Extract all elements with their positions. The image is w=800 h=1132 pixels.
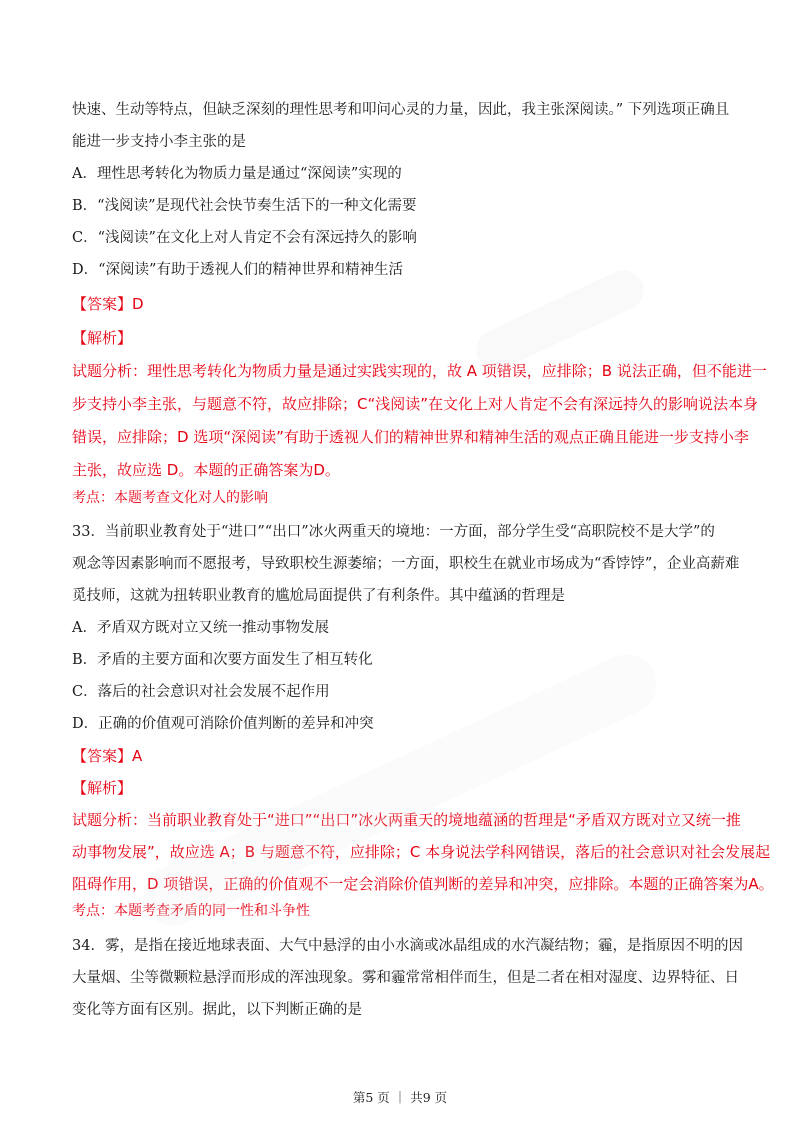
q32-option-d: D．“深阅读”有助于透视人们的精神世界和精神生活 [72,262,403,278]
q32-analysis-label: 【解析】 [72,329,133,347]
q33-option-d: D．正确的价值观可消除价值判断的差异和冲突 [72,716,374,732]
q33-stem-line-3: 觅技师，这就为扭转职业教育的尴尬局面提供了有利条件。其中蕴涵的哲理是 [72,588,565,604]
q32-analysis-line-1: 试题分析：理性思考转化为物质力量是通过实践实现的，故 A 项错误，应排除；B 说法正确，但不能进一 [72,362,767,380]
q33-analysis-line-1: 试题分析：当前职业教育处于“进口”“出口”冰火两重天的境地蕴涵的哲理是“矛盾双方既对立又统一推 [72,811,741,829]
q33-option-c: C．落后的社会意识对社会发展不起作用 [72,684,330,700]
q32-analysis-line-3: 错误，应排除；D 选项“深阅读”有助于透视人们的精神世界和精神生活的观点正确且能进一步支持小李 [72,428,749,446]
q34-stem-line-2: 大量烟、尘等微颗粒悬浮而形成的浑浊现象。雾和霾常常相伴而生，但是二者在相对湿度、边界特征、日 [72,970,739,986]
q33-stem-line-2: 观念等因素影响而不愿报考，导致职校生源萎缩；一方面，职校生在就业市场成为“香饽饽”，企业高薪难 [72,556,740,572]
q33-analysis-line-2: 动事物发展”，故应选 A；B 与题意不符，应排除；C 本身说法学科网错误，落后的社会意识对社会发展起 [72,843,771,861]
q32-option-a: A．理性思考转化为物质力量是通过“深阅读”实现的 [72,166,402,182]
q34-stem-line-3: 变化等方面有区别。据此，以下判断正确的是 [72,1002,362,1018]
q33-kaodian: 考点：本题考查矛盾的同一性和斗争性 [72,903,310,919]
q33-analysis-label: 【解析】 [72,779,133,797]
q32-option-c: C．“浅阅读”在文化上对人肯定不会有深远持久的影响 [72,230,417,246]
q32-stem-line-2: 能进一步支持小李主张的是 [72,134,246,150]
q33-stem-line-1: 33．当前职业教育处于“进口”“出口”冰火两重天的境地：一方面，部分学生受“高职院校不是大学”的 [72,524,715,540]
q32-analysis-line-2: 步支持小李主张，与题意不符，故应排除；C“浅阅读”在文化上对人肯定不会有深远持久的影响说法本身 [72,395,759,413]
watermark-decoration [470,264,650,376]
q32-option-b: B．“浅阅读”是现代社会快节奏生活下的一种文化需要 [72,198,417,214]
q32-analysis-line-4: 主张，故应选 D。本题的正确答案为D。 [72,461,340,479]
q33-answer: 【答案】A [72,747,143,765]
q33-option-a: A．矛盾双方既对立又统一推动事物发展 [72,620,329,636]
page-footer: 第5 页 ｜ 共9 页 [352,1090,448,1105]
q33-option-b: B．矛盾的主要方面和次要方面发生了相互转化 [72,652,373,668]
q32-kaodian: 考点：本题考查文化对人的影响 [72,490,268,506]
q34-stem-line-1: 34．雾，是指在接近地球表面、大气中悬浮的由小水滴或冰晶组成的水汽凝结物；霾，是指原因不明的因 [72,938,743,954]
q32-stem-line-1: 快速、生动等特点，但缺乏深刻的理性思考和叩问心灵的力量，因此，我主张深阅读。” 下列选项正确且 [72,102,730,118]
q33-analysis-line-3: 阻碍作用，D 项错误，正确的价值观不一定会消除价值判断的差异和冲突，应排除。本题的正确答案为A。 [72,875,774,893]
q32-answer: 【答案】D [72,295,144,313]
